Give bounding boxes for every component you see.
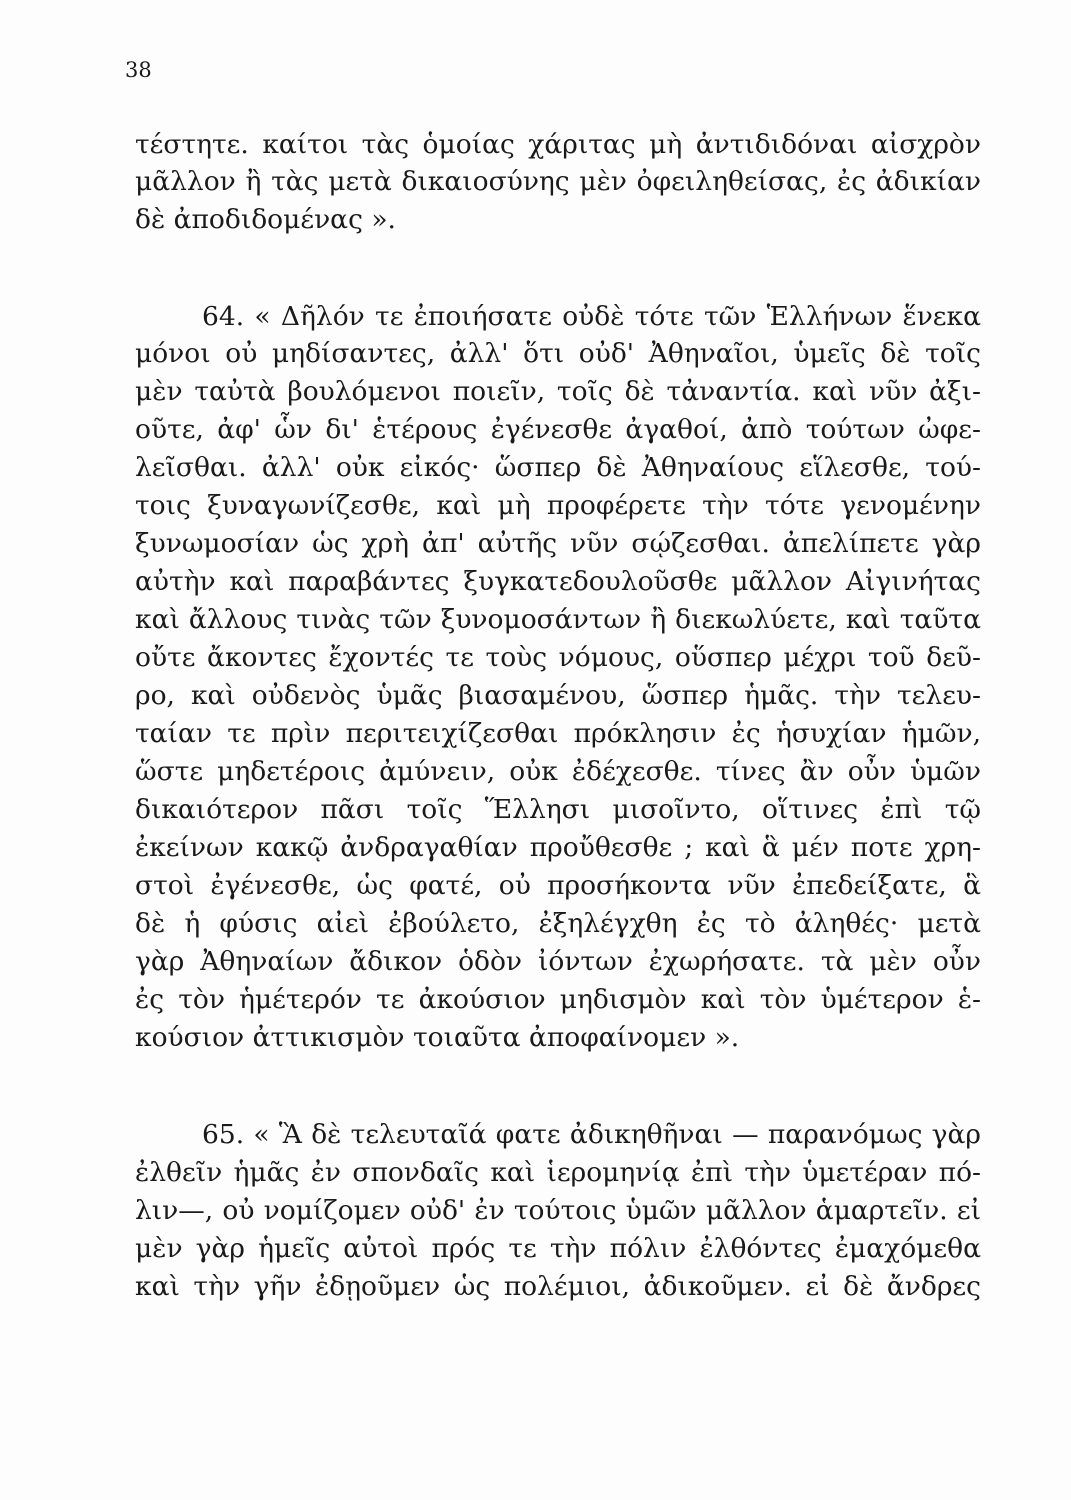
text-line: τοις ξυναγωνίζεσθε, καὶ μὴ προφέρετε τὴν τότε γενομένην	[135, 490, 981, 521]
text-line: καὶ τὴν γῆν ἐδῃοῦμεν ὡς πολέμιοι, ἀδικοῦμεν. εἰ δὲ ἄνδρες	[135, 1271, 981, 1302]
text-line: αὐτὴν καὶ παραβάντες ξυγκατεδουλοῦσθε μᾶλλον Αἰγινήτας	[135, 566, 981, 597]
text-line: κούσιον ἀττικισμὸν τοιαῦτα ἀποφαίνομεν ».	[135, 1022, 740, 1053]
text-line: ἐς τὸν ἡμέτερόν τε ἀκούσιον μηδισμὸν καὶ τὸν ὑμέτερον ἑ-	[135, 984, 981, 1015]
text-line: τέστητε. καίτοι τὰς ὁμοίας χάριτας μὴ ἀντιδιδόναι αἰσχρὸν	[135, 129, 981, 160]
text-line: μᾶλλον ἢ τὰς μετὰ δικαιοσύνης μὲν ὀφειληθείσας, ἐς ἀδικίαν	[135, 166, 981, 197]
section-65-first-line: 65. « Ἃ δὲ τελευταῖά φατε ἀδικηθῆναι — παρανόμως γὰρ	[202, 1119, 981, 1150]
page-number: 38	[125, 58, 152, 82]
text-line: ξυνωμοσίαν ὡς χρὴ ἀπ' αὐτῆς νῦν σῴζεσθαι. ἀπελίπετε γὰρ	[135, 528, 981, 559]
text-line: δὲ ἡ φύσις αἰεὶ ἐβούλετο, ἐξηλέγχθη ἐς τὸ ἀληθές· μετὰ	[135, 908, 981, 939]
text-line: δικαιότερον πᾶσι τοῖς Ἕλλησι μισοῖντο, οἵτινες ἐπὶ τῷ	[135, 794, 981, 825]
text-line: δὲ ἀποδιδομένας ».	[135, 204, 396, 235]
text-line: οὔτε ἄκοντες ἔχοντές τε τοὺς νόμους, οὕσπερ μέχρι τοῦ δεῦ-	[135, 642, 981, 673]
text-line: ὥστε μηδετέροις ἀμύνειν, οὐκ ἐδέχεσθε. τίνες ἂν οὖν ὑμῶν	[135, 756, 981, 787]
text-line: γὰρ Ἀθηναίων ἄδικον ὁδὸν ἰόντων ἐχωρήσατε. τὰ μὲν οὖν	[135, 946, 981, 977]
text-line: μὲν ταὐτὰ βουλόμενοι ποιεῖν, τοῖς δὲ τἀναντία. καὶ νῦν ἀξι-	[135, 376, 981, 407]
text-line: μὲν γὰρ ἡμεῖς αὐτοὶ πρός τε τὴν πόλιν ἐλθόντες ἐμαχόμεθα	[135, 1233, 981, 1264]
text-line: λεῖσθαι. ἀλλ' οὐκ εἰκός· ὥσπερ δὲ Ἀθηναίους εἵλεσθε, τού-	[135, 452, 981, 483]
text-line: ρο, καὶ οὐδενὸς ὑμᾶς βιασαμένου, ὥσπερ ἡμᾶς. τὴν τελευ-	[135, 680, 981, 711]
section-64-first-line: 64. « Δῆλόν τε ἐποιήσατε οὐδὲ τότε τῶν Ἑλλήνων ἕνεκα	[202, 301, 981, 332]
text-line: ἐλθεῖν ἡμᾶς ἐν σπονδαῖς καὶ ἱερομηνίᾳ ἐπὶ τὴν ὑμετέραν πό-	[135, 1157, 981, 1188]
text-line: στοὶ ἐγένεσθε, ὡς φατέ, οὐ προσήκοντα νῦν ἐπεδείξατε, ἃ	[135, 870, 981, 901]
text-line: λιν—, οὐ νομίζομεν οὐδ' ἐν τούτοις ὑμῶν μᾶλλον ἁμαρτεῖν. εἰ	[135, 1195, 981, 1226]
text-line: καὶ ἄλλους τινὰς τῶν ξυνομοσάντων ἢ διεκωλύετε, καὶ ταῦτα	[135, 604, 981, 635]
text-line: ἐκείνων κακῷ ἀνδραγαθίαν προὔθεσθε ; καὶ ἃ μέν ποτε χρη-	[135, 832, 981, 863]
text-line: μόνοι οὐ μηδίσαντες, ἀλλ' ὅτι οὐδ' Ἀθηναῖοι, ὑμεῖς δὲ τοῖς	[135, 338, 981, 369]
text-line: οῦτε, ἀφ' ὧν δι' ἑτέρους ἐγένεσθε ἀγαθοί, ἀπὸ τούτων ὠφε-	[135, 414, 981, 445]
text-line: ταίαν τε πρὶν περιτειχίζεσθαι πρόκλησιν ἐς ἡσυχίαν ἡμῶν,	[135, 718, 981, 749]
